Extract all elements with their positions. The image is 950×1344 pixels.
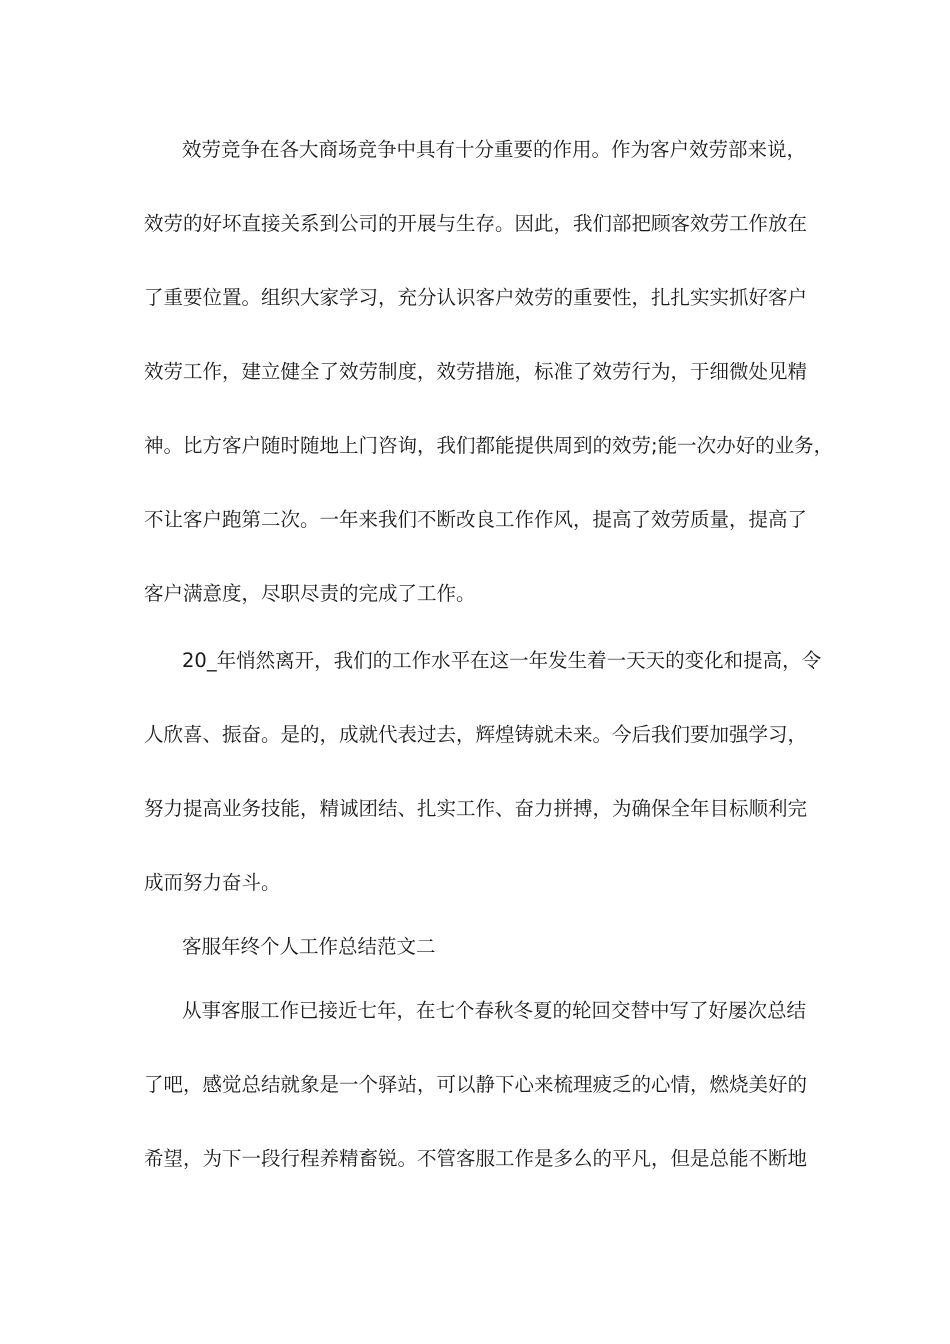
paragraph-3-line-2: 了吧，感觉总结就象是一个驿站，可以静下心来梳理疲乏的心情，燃烧美好的 xyxy=(144,1073,808,1096)
paragraph-3-line-1: 从事客服工作已接近七年，在七个春秋冬夏的轮回交替中写了好屡次总结 xyxy=(182,999,807,1022)
paragraph-1-line-7: 客户满意度，尽职尽责的完成了工作。 xyxy=(144,582,476,605)
paragraph-1-line-1: 效劳竞争在各大商场竞争中具有十分重要的作用。作为客户效劳部来说， xyxy=(182,138,807,161)
paragraph-3-line-3: 希望，为下一段行程养精畜锐。不管客服工作是多么的平凡，但是总能不断地 xyxy=(144,1147,808,1170)
paragraph-1-line-3: 了重要位置。组织大家学习，充分认识客户效劳的重要性，扎扎实实抓好客户 xyxy=(144,286,808,309)
paragraph-2-line-4: 成而努力奋斗。 xyxy=(144,871,281,894)
paragraph-2-line-1: 20_年悄然离开，我们的工作水平在这一年发生着一天天的变化和提高，令 xyxy=(182,649,822,672)
paragraph-1-line-4: 效劳工作，建立健全了效劳制度，效劳措施，标准了效劳行为，于细微处见精 xyxy=(144,360,808,383)
paragraph-2-line-3: 努力提高业务技能，精诚团结、扎实工作、奋力拼搏，为确保全年目标顺利完 xyxy=(144,797,808,820)
paragraph-1-line-6: 不让客户跑第二次。一年来我们不断改良工作作风，提高了效劳质量，提高了 xyxy=(144,508,808,531)
paragraph-1-line-5: 神。比方客户随时随地上门咨询，我们都能提供周到的效劳;能一次办好的业务， xyxy=(144,434,834,457)
paragraph-2-line-2: 人欣喜、振奋。是的，成就代表过去，辉煌铸就未来。今后我们要加强学习， xyxy=(144,723,808,746)
paragraph-1-line-2: 效劳的好坏直接关系到公司的开展与生存。因此，我们部把顾客效劳工作放在 xyxy=(144,212,808,235)
section-heading: 客服年终个人工作总结范文二 xyxy=(182,935,436,958)
